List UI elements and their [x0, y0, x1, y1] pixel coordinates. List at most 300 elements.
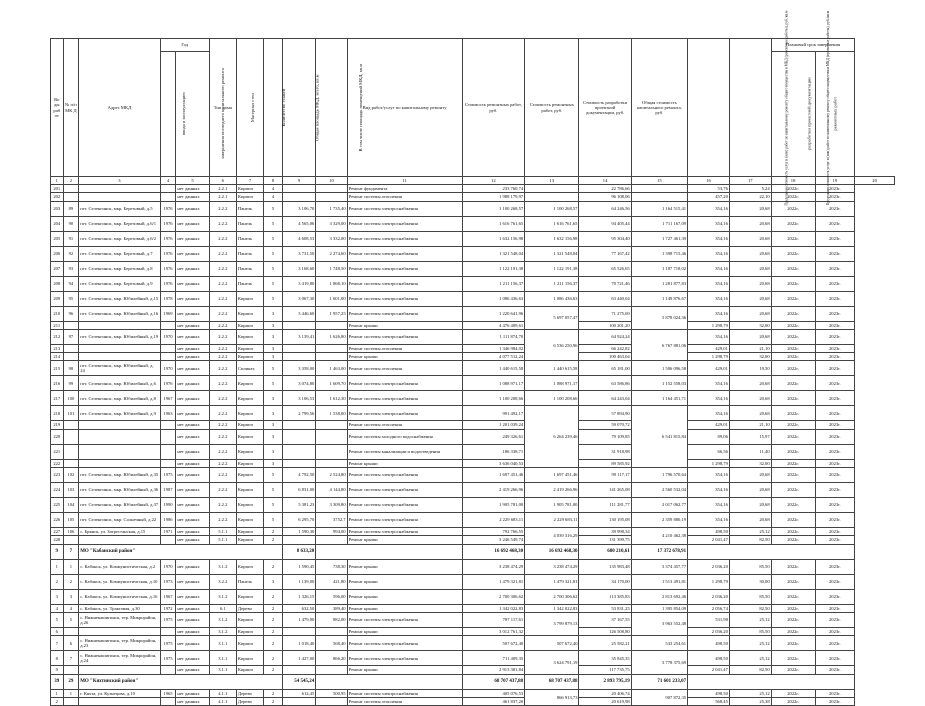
work-cost: 233 760,74 [462, 185, 525, 193]
work-cost: 787 117,61 [462, 612, 525, 627]
house-number: 96 [63, 306, 79, 321]
design-cost: 65 526,65 [579, 261, 631, 276]
design-deadline: 2022г. [771, 429, 815, 444]
row-number: 4 [51, 604, 64, 612]
last-repair-year: нет данных [176, 459, 209, 467]
total-area: 1 590,45 [282, 559, 315, 574]
premises-area: 3 329,00 [316, 216, 347, 231]
house-address: с. Нижнекашигинск, тер. Микрорайон, д.24 [79, 651, 160, 666]
house-number [63, 193, 79, 201]
repair-deadline: 2023г. [815, 193, 855, 201]
max-cost-repair: 1 298,79 [688, 459, 730, 467]
house-number [63, 321, 79, 329]
last-repair-year: нет данных [176, 429, 209, 444]
total-cost: 1 513 491,81 [631, 574, 687, 589]
repair-cost: 1 321 548,04 [525, 246, 579, 261]
district-count: 39 [51, 674, 64, 689]
total-cost: 2 560 532,04 [631, 483, 687, 498]
work-type: Ремонт крыши [347, 459, 462, 467]
floors: 2 [264, 627, 283, 635]
total-cost: 1 711 167,09 [631, 216, 687, 231]
column-number: 11 [347, 177, 462, 185]
design-deadline: 2022г. [771, 406, 815, 421]
house-number: 105 [63, 513, 79, 528]
design-cost: 70 721,46 [579, 276, 631, 291]
max-cost-repair: 498,50 [688, 689, 730, 697]
house-number: 99 [63, 376, 79, 391]
table-row [51, 429, 895, 444]
wall-material: Кирпич [236, 612, 263, 627]
house-address: пгт. Селенгинск, мкр. Березовый, д.9 [79, 276, 160, 291]
max-cost-design: 30,00 [729, 574, 771, 589]
row-number: 208 [51, 276, 64, 291]
design-deadline: 2022г. [771, 353, 815, 361]
wall-material: Кирпич [236, 627, 263, 635]
repair-cost: 2 229 683,11 [525, 513, 579, 528]
house-address [79, 444, 160, 459]
wall-material: Дерево [236, 689, 263, 697]
last-repair-year: нет данных [176, 193, 209, 201]
house-number: 7 [63, 651, 79, 666]
max-cost-design: 32,00 [729, 321, 771, 329]
premises-area: 1 609,70 [316, 376, 347, 391]
premises-area: 1 463,00 [316, 361, 347, 376]
design-cost: 20 619,98 [579, 697, 631, 705]
last-repair-year: нет данных [176, 468, 209, 483]
house-type: 2.2.2 [209, 483, 236, 498]
max-cost-repair: 2 056,74 [688, 604, 730, 612]
premises-area [316, 536, 347, 544]
max-cost-design: 85,50 [729, 589, 771, 604]
last-repair-year: нет данных [176, 321, 209, 329]
floors: 3 [264, 321, 283, 329]
year-built [160, 666, 176, 674]
max-cost-repair: 89,06 [688, 429, 730, 444]
total-area: 612,45 [282, 689, 315, 697]
repair-cost: 1 211 156,37 [525, 276, 579, 291]
design-cost: 95 304,40 [579, 231, 631, 246]
max-cost-design: 20,68 [729, 329, 771, 344]
work-cost: 1 616 761,65 [462, 216, 525, 231]
house-address [79, 666, 160, 674]
year-built: 1986 [160, 513, 176, 528]
house-type: 2.2.2 [209, 513, 236, 528]
house-address: пгт. Селенгинск, мкр. Березовый, д.7 [79, 246, 160, 261]
max-cost-design: 20,68 [729, 216, 771, 231]
year-built: 1976 [160, 376, 176, 391]
work-cost: 1 100 208,66 [462, 391, 525, 406]
repair-cost: 1 616 761,65 [525, 216, 579, 231]
last-repair-year: нет данных [176, 498, 209, 513]
design-cost: 34 170,00 [579, 574, 631, 589]
repair-deadline: 2023г. [815, 513, 855, 528]
design-deadline: 2022г. [771, 201, 815, 216]
table-row [51, 291, 895, 306]
total-cost: 2 359 880,19 [631, 513, 687, 528]
house-address [79, 421, 160, 429]
design-deadline: 2022г. [771, 536, 815, 544]
work-type: Ремонт системы электроснабжения [347, 231, 462, 246]
floors: 2 [264, 636, 283, 651]
district-house-count: 7 [63, 544, 79, 559]
max-cost-design: 20,68 [729, 201, 771, 216]
year-built: 1976 [160, 216, 176, 231]
total-area: 2 799,56 [282, 406, 315, 421]
repair-deadline: 2023г. [815, 444, 855, 459]
design-deadline: 2022г. [771, 528, 815, 536]
col-header: Тип дома [209, 39, 236, 177]
design-cost: 37 167,55 [579, 612, 631, 627]
table-row [51, 612, 895, 627]
wall-material: Кирпич [236, 429, 263, 444]
max-cost-repair: 354,16 [688, 391, 730, 406]
district-blank [688, 674, 855, 689]
row-number: 211 [51, 321, 64, 329]
work-type: Ремонт системы электроснабжения [347, 651, 462, 666]
premises-area: 994,00 [316, 528, 347, 536]
house-type: 2.2.2 [209, 291, 236, 306]
max-cost-repair: 429,01 [688, 344, 730, 352]
house-type: 2.2.2 [209, 216, 236, 231]
max-cost-repair: 354,16 [688, 513, 730, 528]
house-type: 2.2.2 [209, 376, 236, 391]
row-number: 204 [51, 216, 64, 231]
house-number: 92 [63, 246, 79, 261]
work-cost: 507 672,40 [462, 636, 525, 651]
repair-deadline: 2023г. [815, 185, 855, 193]
row-number: 201 [51, 185, 64, 193]
year-built: 1969 [160, 306, 176, 321]
wall-material: Кирпич [236, 306, 263, 321]
work-type: Ремонт системы электроснабжения [347, 498, 462, 513]
design-deadline: 2022г. [771, 261, 815, 276]
floors: 5 [264, 376, 283, 391]
max-cost-design: 85,50 [729, 627, 771, 635]
total-area: 3 106,53 [282, 391, 315, 406]
work-type: Ремонт системы канализации и водоотведения [347, 444, 462, 459]
total-cost: 1 152 558,03 [631, 376, 687, 391]
house-address: пгт. Селенгинск, мкр. Юбилейный, д. 24 [79, 361, 160, 376]
premises-area [316, 429, 347, 444]
year-built [160, 627, 176, 635]
col-header: Адрес МКД [79, 39, 160, 177]
district-total-row [51, 674, 895, 689]
max-cost-design: 20,68 [729, 276, 771, 291]
floors: 2 [264, 536, 283, 544]
work-type: Ремонт системы электроснабжения [347, 406, 462, 421]
total-cost: 1 395 854,09 [631, 604, 687, 612]
repair-deadline: 2023г. [815, 391, 855, 406]
house-number [63, 185, 79, 193]
work-cost: 4 077 512,24 [462, 353, 525, 361]
wall-material: Кирпич [236, 421, 263, 429]
table-row [51, 459, 895, 467]
repair-cost: 1 632 156,98 [525, 231, 579, 246]
column-number: 15 [631, 177, 687, 185]
design-deadline: 2022г. [771, 329, 815, 344]
table-row [51, 376, 895, 391]
floors: 3 [264, 353, 283, 361]
total-area [282, 444, 315, 459]
floors: 5 [264, 291, 283, 306]
max-cost-repair: 354,16 [688, 329, 730, 344]
repair-deadline: 2023г. [815, 459, 855, 467]
house-number: 93 [63, 261, 79, 276]
repair-deadline: 2023г. [815, 483, 855, 498]
col-header: В том числе площадь помещений МКД, кв.м [316, 39, 347, 177]
merged-total-cost: 6 541 815,84 [631, 406, 687, 468]
col-header: ввода в эксплуатацию [160, 52, 176, 177]
house-address [79, 627, 160, 635]
year-built: 1976 [160, 276, 176, 291]
design-cost: 113 385,83 [579, 589, 631, 604]
house-number: 2 [63, 574, 79, 589]
house-type: 2.2.1 [209, 193, 236, 201]
house-address: пгт. Селенгинск, мкр. Березовый, д.8 [79, 261, 160, 276]
col-header: разработки проектной документации [771, 52, 815, 177]
total-area [282, 421, 315, 429]
column-number: 2 [63, 177, 79, 185]
house-number [63, 421, 79, 429]
house-address [79, 429, 160, 444]
work-type: Ремонт системы отопления [347, 361, 462, 376]
last-repair-year: нет данных [176, 353, 209, 361]
design-deadline: 2022г. [771, 193, 815, 201]
total-area: 3 419,80 [282, 276, 315, 291]
max-cost-design: 15,97 [729, 429, 771, 444]
repair-deadline: 2023г. [815, 498, 855, 513]
house-address [79, 344, 160, 352]
merged-repair-cost: 3 624 791,19 [525, 651, 579, 674]
district-repair-cost: 68 707 437,88 [525, 674, 579, 689]
total-area: 632,50 [282, 604, 315, 612]
col-header: Общая площадь МКД, всего, кв.м [282, 39, 315, 177]
total-area [282, 193, 315, 201]
total-area [282, 429, 315, 444]
last-repair-year: нет данных [176, 444, 209, 459]
total-cost: 1 187 718,02 [631, 261, 687, 276]
house-address: пгт. Селенгинск, мкр. Солнечный, д.22 [79, 513, 160, 528]
column-number: 16 [688, 177, 730, 185]
house-address: с. Кабанск, ул. Трактовая, д.30 [79, 604, 160, 612]
house-number [63, 666, 79, 674]
year-built [160, 321, 176, 329]
wall-material: Кирпич [236, 444, 263, 459]
repair-deadline: 2023г. [815, 421, 855, 429]
row-number: 213 [51, 344, 64, 352]
max-cost-repair: 498,50 [688, 651, 730, 666]
total-area: 5 381,23 [282, 498, 315, 513]
max-cost-repair: 354,16 [688, 201, 730, 216]
premises-area: 1 868,10 [316, 276, 347, 291]
wall-material: Кирпич [236, 376, 263, 391]
floors: 5 [264, 513, 283, 528]
premises-area: 4 144,80 [316, 483, 347, 498]
work-type: Ремонт системы электроснабжения [347, 483, 462, 498]
repair-cost [525, 185, 579, 193]
design-cost: 126 508,80 [579, 627, 631, 635]
work-type: Ремонт системы электроснабжения [347, 391, 462, 406]
max-cost-repair: 354,16 [688, 231, 730, 246]
work-type: Ремонт системы отопления [347, 193, 462, 201]
floors: 3 [264, 421, 283, 429]
col-header-group: Год [160, 39, 209, 52]
premises-area: 1 538,00 [316, 406, 347, 421]
repair-deadline: 2023г. [815, 666, 855, 674]
repair-deadline: 2023г. [815, 321, 855, 329]
work-type: Ремонт системы электроснабжения [347, 636, 462, 651]
house-type: 4.1.1 [209, 697, 236, 705]
max-cost-design: 20,68 [729, 483, 771, 498]
col-header: Количество этажей [264, 39, 283, 177]
last-repair-year: нет данных [176, 536, 209, 544]
house-number: 91 [63, 231, 79, 246]
floors: 5 [264, 246, 283, 261]
work-type: Ремонт системы электроснабжения [347, 513, 462, 528]
work-cost: 249 326,61 [462, 429, 525, 444]
house-number: 104 [63, 498, 79, 513]
max-cost-repair: 354,16 [688, 261, 730, 276]
year-built [160, 353, 176, 361]
wall-material: Кирпич [236, 185, 263, 193]
column-number: 20 [855, 177, 895, 185]
floors: 5 [264, 361, 283, 376]
house-address [79, 697, 160, 705]
work-cost: 2 229 683,11 [462, 513, 525, 528]
district-total-row [51, 544, 895, 559]
column-number: 9 [282, 177, 315, 185]
table-row [51, 468, 895, 483]
wall-material: Кирпич [236, 651, 263, 666]
house-address: с. Кабанск, ул. Коммунистическая, д.10 [79, 574, 160, 589]
total-cost: 1 164 515,41 [631, 201, 687, 216]
premises-area: 1 601,00 [316, 291, 347, 306]
total-area: 1 326,15 [282, 589, 315, 604]
work-type: Ремонт системы электроснабжения [347, 291, 462, 306]
floors: 3 [264, 429, 283, 444]
col-header: № п/п МК Д [63, 39, 79, 177]
max-cost-repair: 53,76 [688, 185, 730, 193]
house-type: 3.1.2 [209, 589, 236, 604]
design-cost: 100 463,04 [579, 353, 631, 361]
year-built: 1975 [160, 468, 176, 483]
work-type: Ремонт системы электроснабжения [347, 246, 462, 261]
col-header: завершения последнего капитального ремонта [176, 52, 209, 177]
work-type: Ремонт системы электроснабжения [347, 261, 462, 276]
house-address: пгт. Селенгинск, мкр. Березовый, д.6/1 [79, 216, 160, 231]
premises-area: 1 735,40 [316, 201, 347, 216]
total-area: 3 731,50 [282, 246, 315, 261]
repair-deadline: 2023г. [815, 344, 855, 352]
work-cost: 711 409,35 [462, 651, 525, 666]
house-type: 3.1.1 [209, 651, 236, 666]
design-deadline: 2022г. [771, 589, 815, 604]
house-type: 2.2.2 [209, 444, 236, 459]
work-cost: 1 697 451,46 [462, 468, 525, 483]
col-header: Общая стоимость капитального ремонта, руб. [631, 39, 687, 177]
house-number [63, 429, 79, 444]
table-row [51, 321, 895, 329]
wall-material: Панель [236, 261, 263, 276]
house-type: 6.1 [209, 604, 236, 612]
last-repair-year: нет данных [176, 689, 209, 697]
wall-material: Кирпич [236, 406, 263, 421]
row-number: 216 [51, 376, 64, 391]
table-row [51, 604, 895, 612]
premises-area [316, 627, 347, 635]
work-type: Ремонт крыши [347, 321, 462, 329]
design-deadline: 2022г. [771, 391, 815, 406]
work-type: Ремонт системы электроснабжения [347, 276, 462, 291]
premises-area [316, 193, 347, 201]
design-deadline: 2022г. [771, 636, 815, 651]
row-number: 221 [51, 444, 64, 459]
work-type: Ремонт фундамента [347, 185, 462, 193]
table-row [51, 391, 895, 406]
house-type: 2.2.2 [209, 429, 236, 444]
floors: 5 [264, 276, 283, 291]
capital-repair-table [50, 10, 895, 706]
column-number: 1 [51, 177, 64, 185]
house-number [63, 697, 79, 705]
max-cost-design: 25,12 [729, 689, 771, 697]
row-number: 1 [51, 559, 64, 574]
last-repair-year: нет данных [176, 421, 209, 429]
year-built [160, 697, 176, 705]
total-area: 1 018,40 [282, 636, 315, 651]
register-sheet [50, 10, 895, 706]
table-row [51, 498, 895, 513]
premises-area: 568,40 [316, 636, 347, 651]
design-deadline: 2022г. [771, 421, 815, 429]
row-number: 214 [51, 353, 64, 361]
wall-material: Кирпич [236, 391, 263, 406]
table-row [51, 193, 895, 201]
row-number: 218 [51, 406, 64, 421]
max-cost-repair: 354,16 [688, 498, 730, 513]
merged-repair-cost: 3 799 879,13 [525, 612, 579, 635]
premises-area [316, 697, 347, 705]
year-built [160, 185, 176, 193]
design-deadline: 2022г. [771, 376, 815, 391]
house-type: 3.2.2 [209, 574, 236, 589]
work-type: Ремонт системы холодного водоснабжения [347, 429, 462, 444]
max-cost-design: 21,10 [729, 421, 771, 429]
year-built [160, 421, 176, 429]
design-cost: 20 406,74 [579, 689, 631, 697]
house-address: пгт. Селенгинск, мкр. Юбилейный, д.6 [79, 376, 160, 391]
total-area: 3 446,60 [282, 306, 315, 321]
floors: 2 [264, 559, 283, 574]
year-built: 1976 [160, 201, 176, 216]
total-area [282, 353, 315, 361]
max-cost-design: 20,68 [729, 498, 771, 513]
wall-material: Дерево [236, 604, 263, 612]
total-area: 4 792,50 [282, 468, 315, 483]
row-number: 226 [51, 513, 64, 528]
column-number: 6 [209, 177, 236, 185]
last-repair-year: нет данных [176, 651, 209, 666]
column-number: 18 [771, 177, 815, 185]
district-repair-cost: 16 692 468,30 [525, 544, 579, 559]
design-deadline: 2022г. [771, 651, 815, 666]
floors: 2 [264, 612, 283, 627]
wall-material: Кирпич [236, 666, 263, 674]
design-cost: 65 181,00 [579, 361, 631, 376]
last-repair-year: нет данных [176, 361, 209, 376]
house-number: 4 [63, 604, 79, 612]
row-number: 2 [51, 697, 64, 705]
